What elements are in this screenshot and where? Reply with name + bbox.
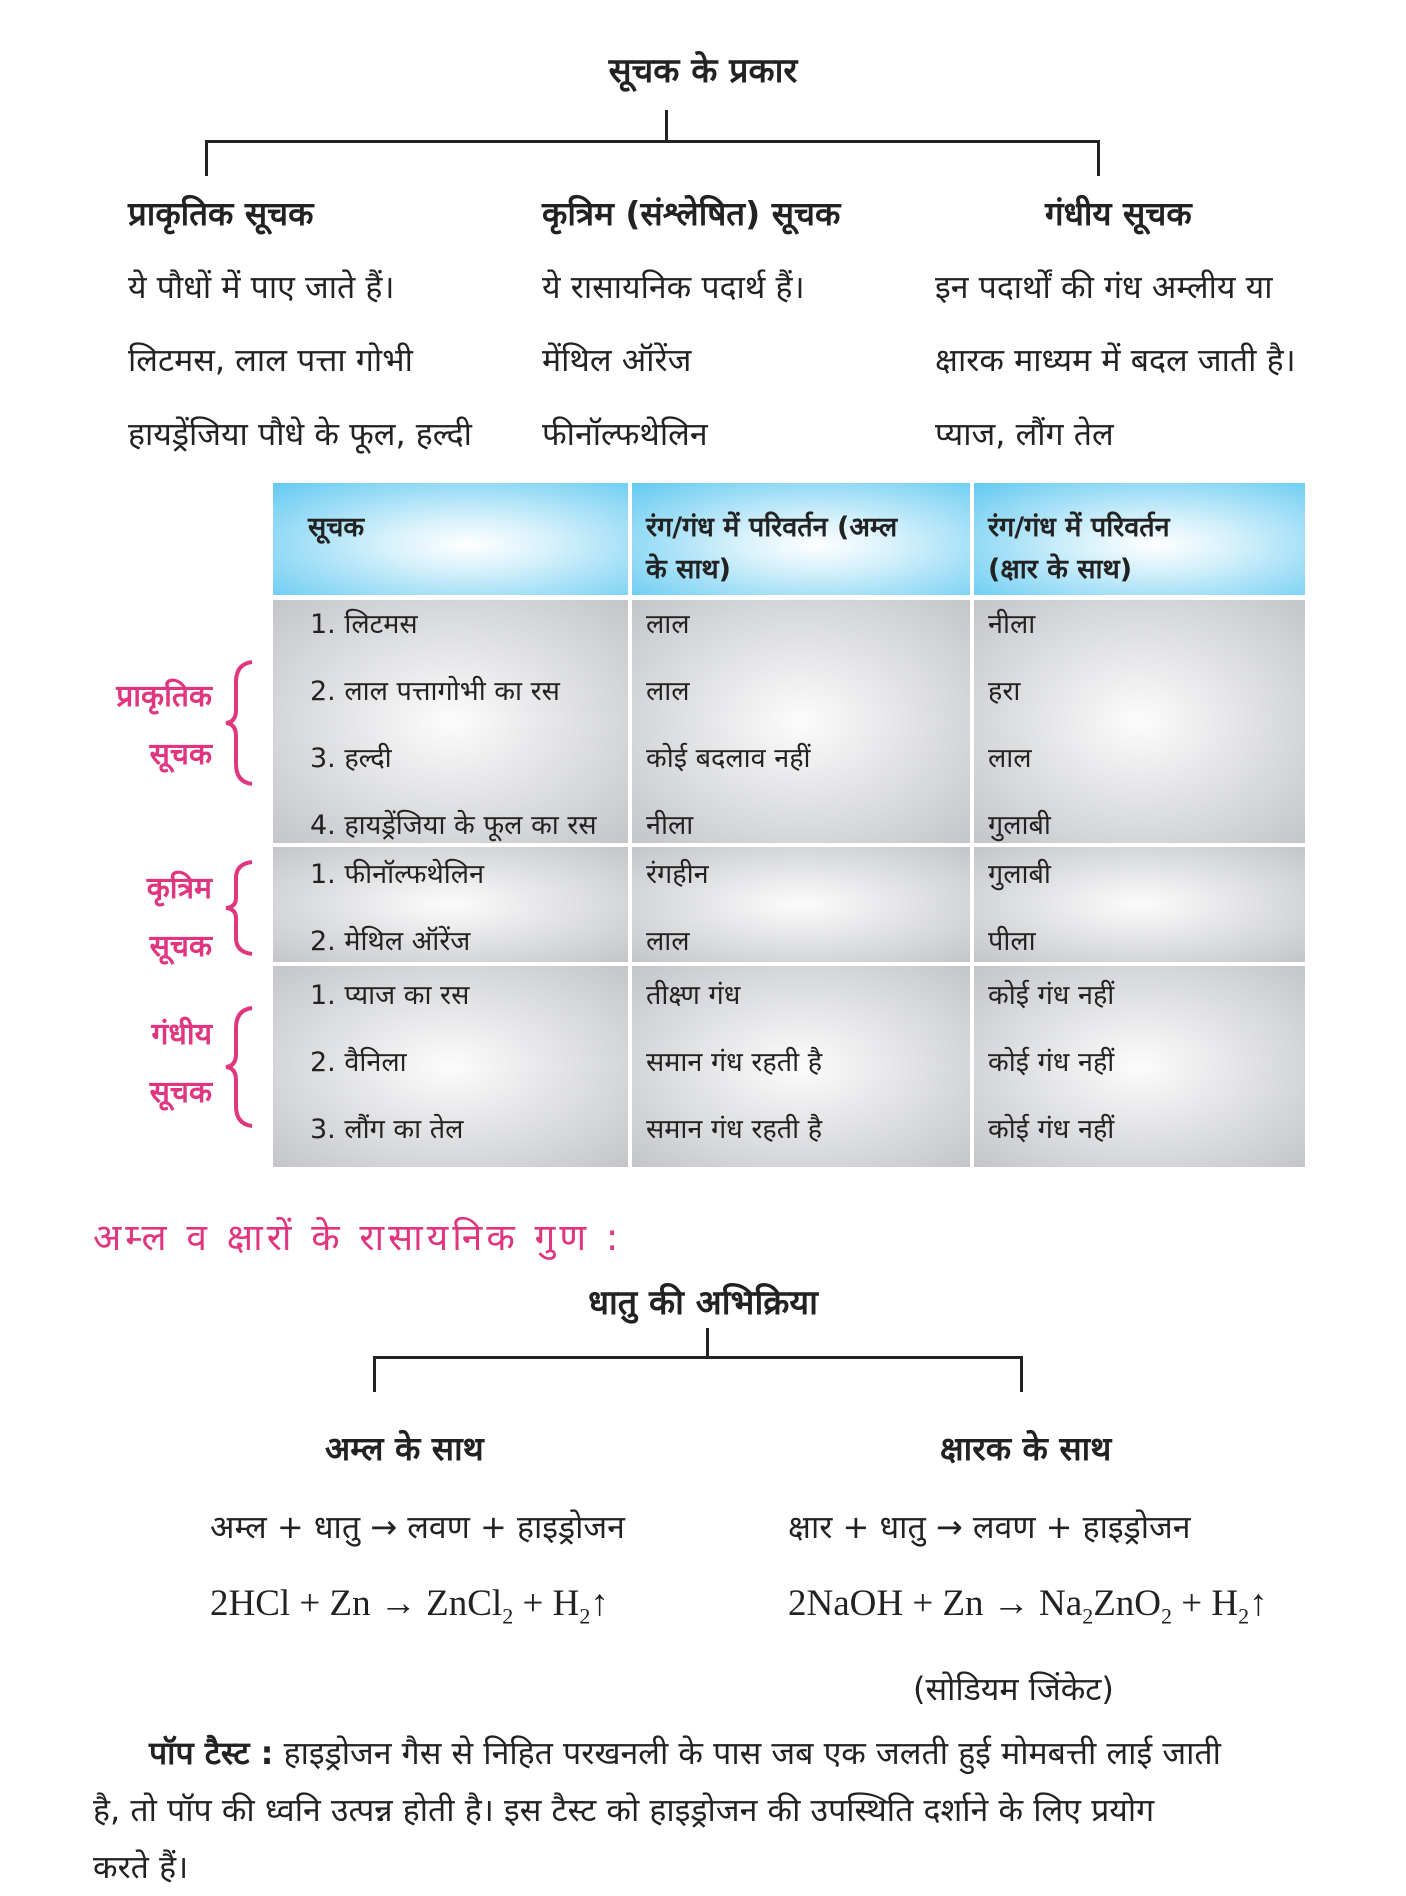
metal-reaction-title: धातु की अभिक्रिया bbox=[588, 1283, 818, 1323]
table-row-acid: लाल bbox=[646, 609, 690, 640]
tree-bar bbox=[205, 140, 1100, 143]
group-brace-olfactory bbox=[222, 1004, 258, 1130]
group-label-olfactory: गंधीय सूचक bbox=[149, 1017, 212, 1110]
tree-bar bbox=[373, 1356, 1023, 1359]
indicator-types-title: सूचक के प्रकार bbox=[608, 51, 798, 91]
table-row-indicator: 2. मेथिल ऑरेंज bbox=[310, 926, 471, 957]
olfactory-indicator-heading: गंधीय सूचक bbox=[1045, 194, 1192, 233]
tree-stem bbox=[665, 110, 668, 142]
with-acid-heading: अम्ल के साथ bbox=[325, 1429, 484, 1468]
table-row-acid: लाल bbox=[646, 676, 690, 707]
table-row-acid: लाल bbox=[646, 926, 690, 957]
natural-indicator-line: हायड्रेंजिया पौधे के फूल, हल्दी bbox=[128, 415, 472, 453]
group-label-natural: प्राकृतिक सूचक bbox=[116, 679, 212, 772]
group-brace-synthetic bbox=[222, 858, 258, 958]
table-row-base: कोई गंध नहीं bbox=[988, 1114, 1115, 1145]
table-row-indicator: 1. लिटमस bbox=[310, 609, 418, 640]
with-base-heading: क्षारक के साथ bbox=[940, 1429, 1112, 1468]
table-row-indicator: 2. वैनिला bbox=[310, 1047, 407, 1078]
olfactory-indicator-line: इन पदार्थों की गंध अम्लीय या bbox=[935, 268, 1273, 306]
table-row-base: गुलाबी bbox=[988, 810, 1051, 841]
tree-right-drop bbox=[1097, 140, 1100, 176]
table-row-base: पीला bbox=[988, 926, 1036, 957]
table-row-indicator: 3. हल्दी bbox=[310, 743, 392, 774]
synthetic-indicator-line: ये रासायनिक पदार्थ हैं। bbox=[542, 268, 805, 306]
tree-left-drop bbox=[373, 1356, 376, 1392]
base-word-equation: क्षार + धातु → लवण + हाइड्रोजन bbox=[788, 1508, 1191, 1546]
natural-indicator-line: लिटमस, लाल पत्ता गोभी bbox=[128, 341, 413, 379]
chemical-properties-heading: अम्ल व क्षारों के रासायनिक गुण : bbox=[93, 1216, 623, 1259]
sodium-zincate-label: (सोडियम जिंकेट) bbox=[913, 1670, 1114, 1708]
olfactory-indicator-line: क्षारक माध्यम में बदल जाती है। bbox=[935, 341, 1296, 379]
table-header-acid-change: रंग/गंध में परिवर्तन (अम्ल के साथ) bbox=[646, 512, 898, 585]
table-header-base-change: रंग/गंध में परिवर्तन (क्षार के साथ) bbox=[988, 512, 1170, 585]
pop-test-paragraph: पॉप टैस्ट : हाइड्रोजन गैस से निहित परखनली के पास जब एक जलती हुई मोमबत्ती लाई जाती है, तो पॉप की ध्वनि उत्पन्न होती है। इस टैस्ट को हाइड्रोजन की उपस्थिति दर्शाने के लिए प्रयोग करते हैं। bbox=[93, 1734, 1221, 1886]
acid-chemical-equation: 2HCl + Zn → ZnCl$_2$ + $H_2↑$ bbox=[210, 1583, 609, 1629]
table-row-acid: समान गंध रहती है bbox=[646, 1114, 823, 1145]
olfactory-indicator-line: प्याज, लौंग तेल bbox=[935, 415, 1114, 453]
tree-left-drop bbox=[205, 140, 208, 176]
acid-word-equation: अम्ल + धातु → लवण + हाइड्रोजन bbox=[210, 1508, 625, 1546]
natural-indicator-line: ये पौधों में पाए जाते हैं। bbox=[128, 268, 395, 306]
table-row-acid: कोई बदलाव नहीं bbox=[646, 743, 811, 774]
base-chemical-equation: 2NaOH + $Zn \to Na_2ZnO_2$ + $H_2↑$ bbox=[788, 1583, 1268, 1629]
table-row-base: गुलाबी bbox=[988, 859, 1051, 890]
table-row-acid: रंगहीन bbox=[646, 859, 709, 890]
synthetic-indicator-heading: कृत्रिम (संश्लेषित) सूचक bbox=[542, 194, 841, 233]
indicator-table bbox=[273, 483, 1305, 1167]
table-row-base: कोई गंध नहीं bbox=[988, 980, 1115, 1011]
table-row-acid: नीला bbox=[646, 810, 694, 841]
synthetic-indicator-line: मेंथिल ऑरेंज bbox=[542, 341, 692, 379]
tree-stem bbox=[706, 1328, 709, 1358]
pop-test-label: पॉप टैस्ट : bbox=[149, 1734, 274, 1772]
table-row-base: कोई गंध नहीं bbox=[988, 1047, 1115, 1078]
table-row-base: लाल bbox=[988, 743, 1032, 774]
table-row-indicator: 1. फीनॉल्फथेलिन bbox=[310, 859, 485, 890]
natural-indicator-heading: प्राकृतिक सूचक bbox=[128, 194, 314, 233]
table-row-acid: समान गंध रहती है bbox=[646, 1047, 823, 1078]
table-row-indicator: 1. प्याज का रस bbox=[310, 980, 470, 1011]
table-row-base: नीला bbox=[988, 609, 1036, 640]
group-brace-natural bbox=[222, 658, 258, 788]
synthetic-indicator-line: फीनॉल्फथेलिन bbox=[542, 415, 708, 453]
table-row-indicator: 2. लाल पत्तागोभी का रस bbox=[310, 676, 560, 707]
group-label-synthetic: कृत्रिम सूचक bbox=[146, 871, 212, 964]
tree-right-drop bbox=[1020, 1356, 1023, 1392]
table-row-base: हरा bbox=[988, 676, 1021, 707]
table-row-acid: तीक्ष्ण गंध bbox=[646, 980, 741, 1011]
table-header-indicator: सूचक bbox=[308, 512, 365, 543]
table-row-indicator: 4. हायड्रेंजिया के फूल का रस bbox=[310, 810, 597, 841]
table-row-indicator: 3. लौंग का तेल bbox=[310, 1114, 464, 1145]
